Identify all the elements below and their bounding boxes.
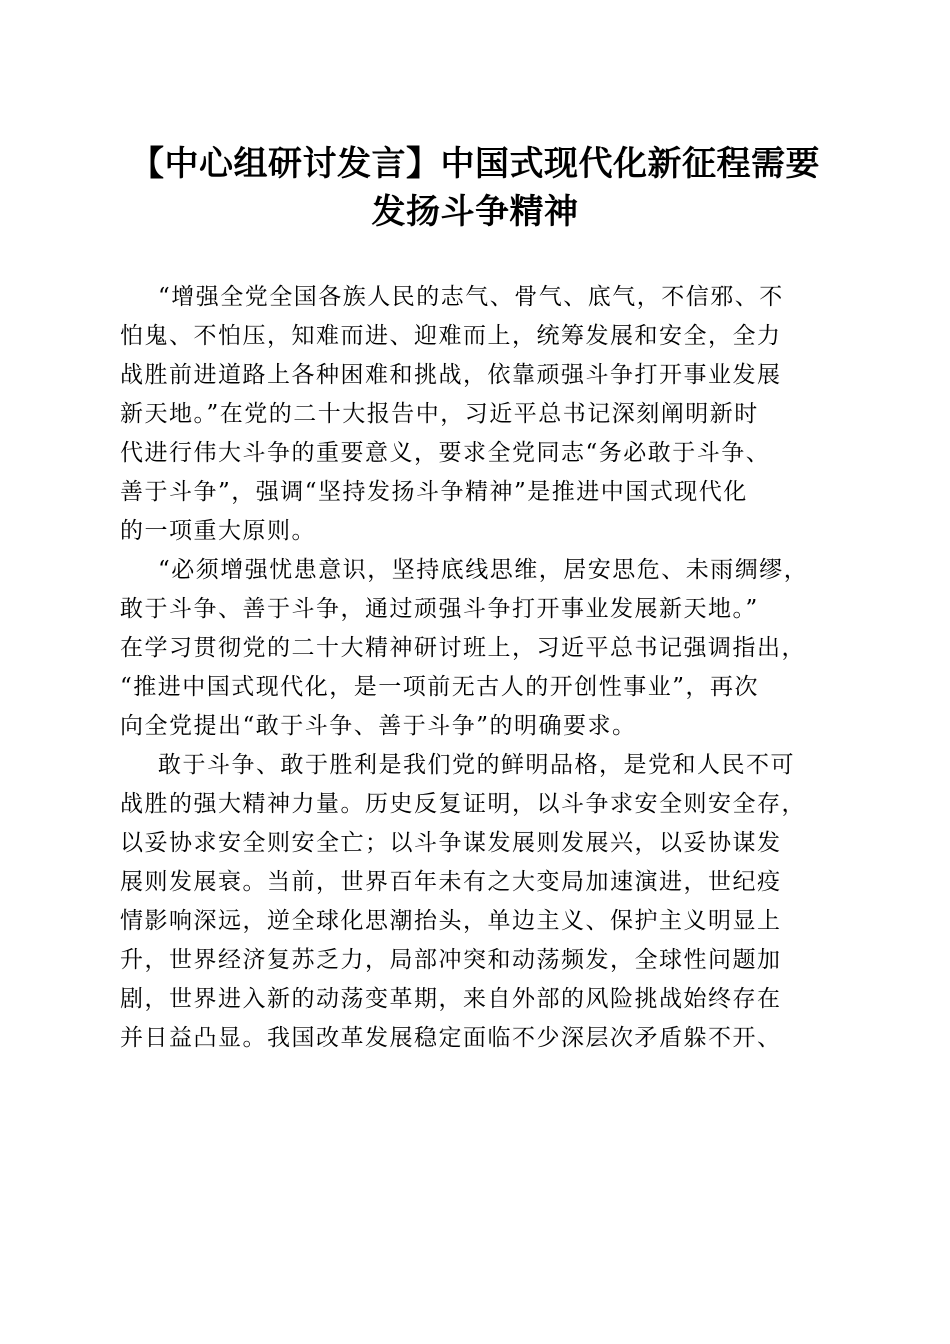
paragraph-line: 新天地。”在党的二十大报告中，习近平总书记深刻阐明新时 (120, 401, 759, 427)
title-line-1: 【中心组研讨发言】中国式现代化新征程需要 (130, 144, 820, 184)
paragraph-line: 情影响深远，逆全球化思潮抬头，单边主义、保护主义明显上 (120, 908, 782, 934)
paragraph-line: 怕鬼、不怕压，知难而进、迎难而上，统筹发展和安全，全力 (120, 323, 782, 349)
paragraph-1 (120, 278, 840, 551)
document-title (100, 140, 850, 236)
paragraph-line: “增强全党全国各族人民的志气、骨气、底气，不信邪、不 (158, 284, 784, 310)
paragraph-line: “推进中国式现代化，是一项前无古人的开创性事业”，再次 (120, 674, 760, 700)
paragraph-line: 战胜的强大精神力量。历史反复证明，以斗争求安全则安全存， (120, 791, 806, 817)
paragraph-line: 代进行伟大斗争的重要意义，要求全党同志“务必敢于斗争、 (120, 440, 771, 466)
title-line-2: 发扬斗争精神 (371, 192, 579, 232)
paragraph-line: 善于斗争”，强调“坚持发扬斗争精神”是推进中国式现代化 (120, 479, 748, 505)
paragraph-line: 剧，世界进入新的动荡变革期，来自外部的风险挑战始终存在 (120, 986, 782, 1012)
paragraph-line: 升，世界经济复苏乏力，局部冲突和动荡频发，全球性问题加 (120, 947, 782, 973)
paragraph-2 (120, 551, 840, 746)
paragraph-line: 的一项重大原则。 (120, 518, 316, 544)
paragraph-line: 并日益凸显。我国改革发展稳定面临不少深层次矛盾躲不开、 (120, 1025, 782, 1051)
paragraph-line: 向全党提出“敢于斗争、善于斗争”的明确要求。 (120, 713, 637, 739)
paragraph-line: “必须增强忧患意识，坚持底线思维，居安思危、未雨绸缪， (158, 557, 809, 583)
paragraph-line: 战胜前进道路上各种困难和挑战，依靠顽强斗争打开事业发展 (120, 362, 782, 388)
paragraph-line: 在学习贯彻党的二十大精神研讨班上，习近平总书记强调指出， (120, 635, 806, 661)
paragraph-3 (120, 746, 840, 1058)
paragraph-line: 敢于斗争、善于斗争，通过顽强斗争打开事业发展新天地。” (120, 596, 759, 622)
paragraph-line: 展则发展衰。当前，世界百年未有之大变局加速演进，世纪疫 (120, 869, 782, 895)
paragraph-line: 敢于斗争、敢于胜利是我们党的鲜明品格，是党和人民不可 (158, 752, 795, 778)
paragraph-line: 以妥协求安全则安全亡；以斗争谋发展则发展兴，以妥协谋发 (120, 830, 782, 856)
document-body (120, 278, 840, 1058)
